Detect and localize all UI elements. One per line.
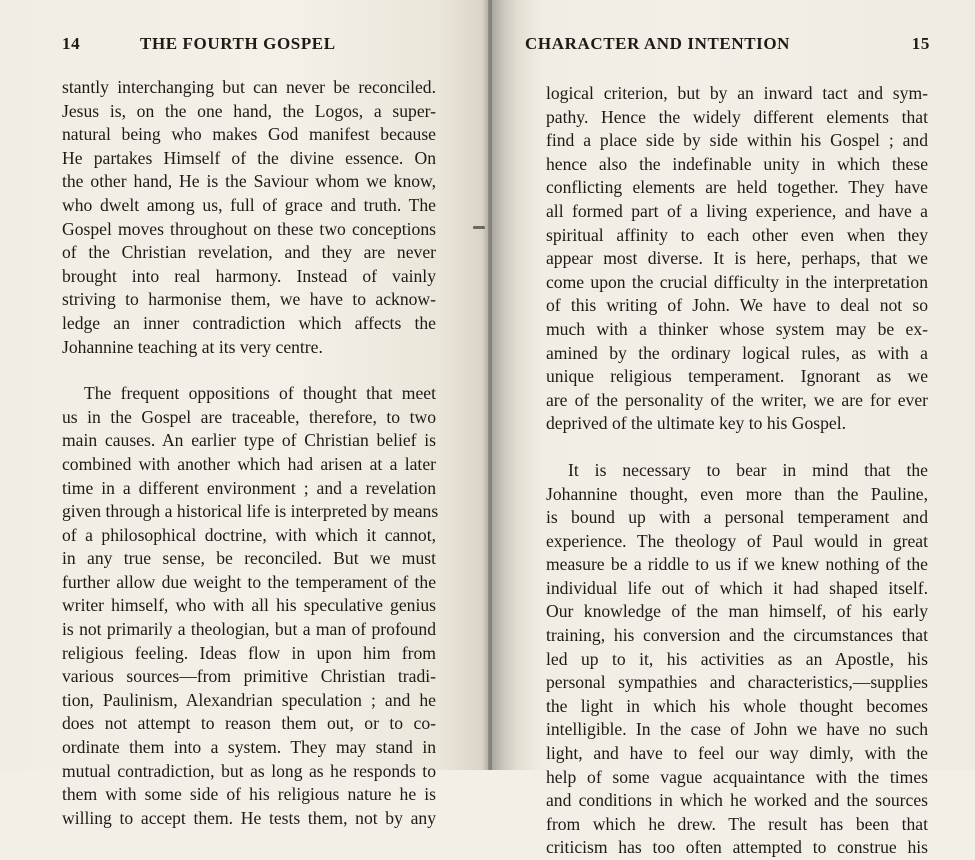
text-line: personal sympathies and characteristics,—supplies [546, 672, 928, 693]
text-line: led up to it, his activities as an Apostle, his [546, 648, 928, 669]
text-line: Jesus is, on the one hand, the Logos, a super- [62, 100, 436, 121]
text-line: given through a historical life is interpreted by means [62, 501, 439, 522]
left-running-title: THE FOURTH GOSPEL [140, 34, 336, 53]
text-line: help of some vague acquaintance with the times [546, 766, 928, 787]
text-line: and conditions in which he worked and the sources [546, 790, 928, 811]
text-line: combined with another which had arisen at a later [62, 453, 436, 474]
text-line: tion, Paulinism, Alexandrian speculation ; and he [62, 689, 436, 710]
text-line: does not attempt to reason them out, or to co- [62, 713, 436, 734]
text-line: intelligible. In the case of John we have no such [546, 719, 928, 740]
text-line: all formed part of a living experience, and have a [546, 200, 928, 221]
text-line: the light in which his whole thought becomes [546, 695, 928, 716]
text-line: ledge an inner contradiction which affects the [62, 312, 436, 333]
text-line: is bound up with a personal temperament and [546, 507, 928, 528]
text-line: find a place side by side within his Gospel ; and [546, 130, 928, 151]
text-line: are of the personality of the writer, we are for ever [546, 389, 928, 410]
text-line: spiritual affinity to each other even when they [546, 224, 928, 245]
text-line: them with some side of his religious nature he is [62, 784, 436, 805]
text-line: measure be a riddle to us if we knew nothing of the [546, 554, 928, 575]
text-line: various sources—from primitive Christian tradi- [62, 666, 436, 687]
text-line: much with a thinker whose system may be ex- [546, 318, 928, 339]
text-line: of the Christian revelation, and they are never [62, 242, 436, 263]
text-line: the other hand, He is the Saviour whom we know, [62, 171, 436, 192]
paragraph [62, 382, 439, 830]
text-line: experience. The theology of Paul would in great [546, 530, 928, 551]
text-line: writer himself, who with all his speculative genius [62, 595, 436, 616]
right-running-head [525, 34, 930, 58]
text-line: Our knowledge of the man himself, of his early [546, 601, 928, 622]
left-page-number: 14 [62, 34, 81, 53]
text-line: ordinate them into a system. They may stand in [62, 737, 436, 758]
text-line: religious feeling. Ideas flow in upon him from [62, 642, 436, 663]
text-line: criticism has too often attempted to construe his [546, 837, 928, 858]
text-line: from which he drew. The result has been that [546, 813, 928, 834]
text-line: willing to accept them. He tests them, not by any [62, 807, 436, 828]
text-line: amined by the ordinary logical rules, as with a [546, 342, 928, 363]
text-line: appear most diverse. It is here, perhaps, that we [546, 248, 928, 269]
text-line: who dwelt among us, full of grace and truth. The [62, 194, 436, 215]
text-line: logical criterion, but by an inward tact and sym- [546, 83, 928, 103]
right-page-number: 15 [911, 34, 930, 53]
book-gutter [482, 0, 492, 770]
paragraph-gap [546, 436, 928, 459]
text-line: He partakes Himself of the divine essence. On [62, 147, 436, 168]
text-line: Gospel moves throughout on these two conceptions [62, 218, 436, 239]
text-line: in any true sense, be reconciled. But we must [62, 548, 436, 569]
text-line: Johannine teaching at its very centre. [62, 336, 323, 357]
text-line: training, his conversion and the circumstances that [546, 625, 928, 646]
text-line: further allow due weight to the temperament of the [62, 571, 436, 592]
paragraph [62, 76, 436, 359]
right-body-text [546, 82, 928, 860]
text-line: light, and have to feel our way dimly, with the [546, 743, 928, 764]
text-line: brought into real harmony. Instead of vainly [62, 265, 436, 286]
text-line: of a philosophical doctrine, with which it cannot, [62, 524, 436, 545]
text-line: hence also the indefinable unity in which these [546, 153, 928, 174]
text-line: come upon the crucial difficulty in the interpretation [546, 271, 928, 292]
ink-smudge [473, 226, 485, 229]
text-line: mutual contradiction, but as long as he responds to [62, 760, 436, 781]
text-line: pathy. Hence the widely different elements that [546, 106, 928, 127]
text-line: deprived of the ultimate key to his Gospel. [546, 413, 847, 434]
text-line: time in a different environment ; and a revelation [62, 477, 436, 498]
paragraph [546, 82, 928, 436]
text-line: stantly interchanging but can never be reconciled. [62, 77, 436, 97]
text-line: natural being who makes God manifest because [62, 124, 436, 145]
text-line: is not primarily a theologian, but a man of profound [62, 619, 436, 640]
left-running-head [62, 34, 402, 58]
text-line: conflicting elements are held together. They have [546, 177, 928, 198]
text-line: individual life out of which it had shaped itself. [546, 577, 928, 598]
paragraph [546, 459, 928, 860]
left-body-text [62, 76, 439, 830]
text-line: us in the Gospel are traceable, therefore, to two [62, 406, 436, 427]
text-line: It is necessary to bear in mind that the [568, 459, 928, 480]
paragraph-gap [62, 359, 436, 382]
text-line: unique religious temperament. Ignorant as we [546, 366, 928, 387]
text-line: of this writing of John. We have to deal not so [546, 295, 928, 316]
text-line: Johannine thought, even more than the Pauline, [546, 483, 928, 504]
text-line: The frequent oppositions of thought that meet [84, 383, 436, 404]
right-running-title: CHARACTER AND INTENTION [525, 34, 791, 53]
text-line: striving to harmonise them, we have to acknow- [62, 289, 436, 310]
text-line: main causes. An earlier type of Christian belief is [62, 430, 436, 451]
